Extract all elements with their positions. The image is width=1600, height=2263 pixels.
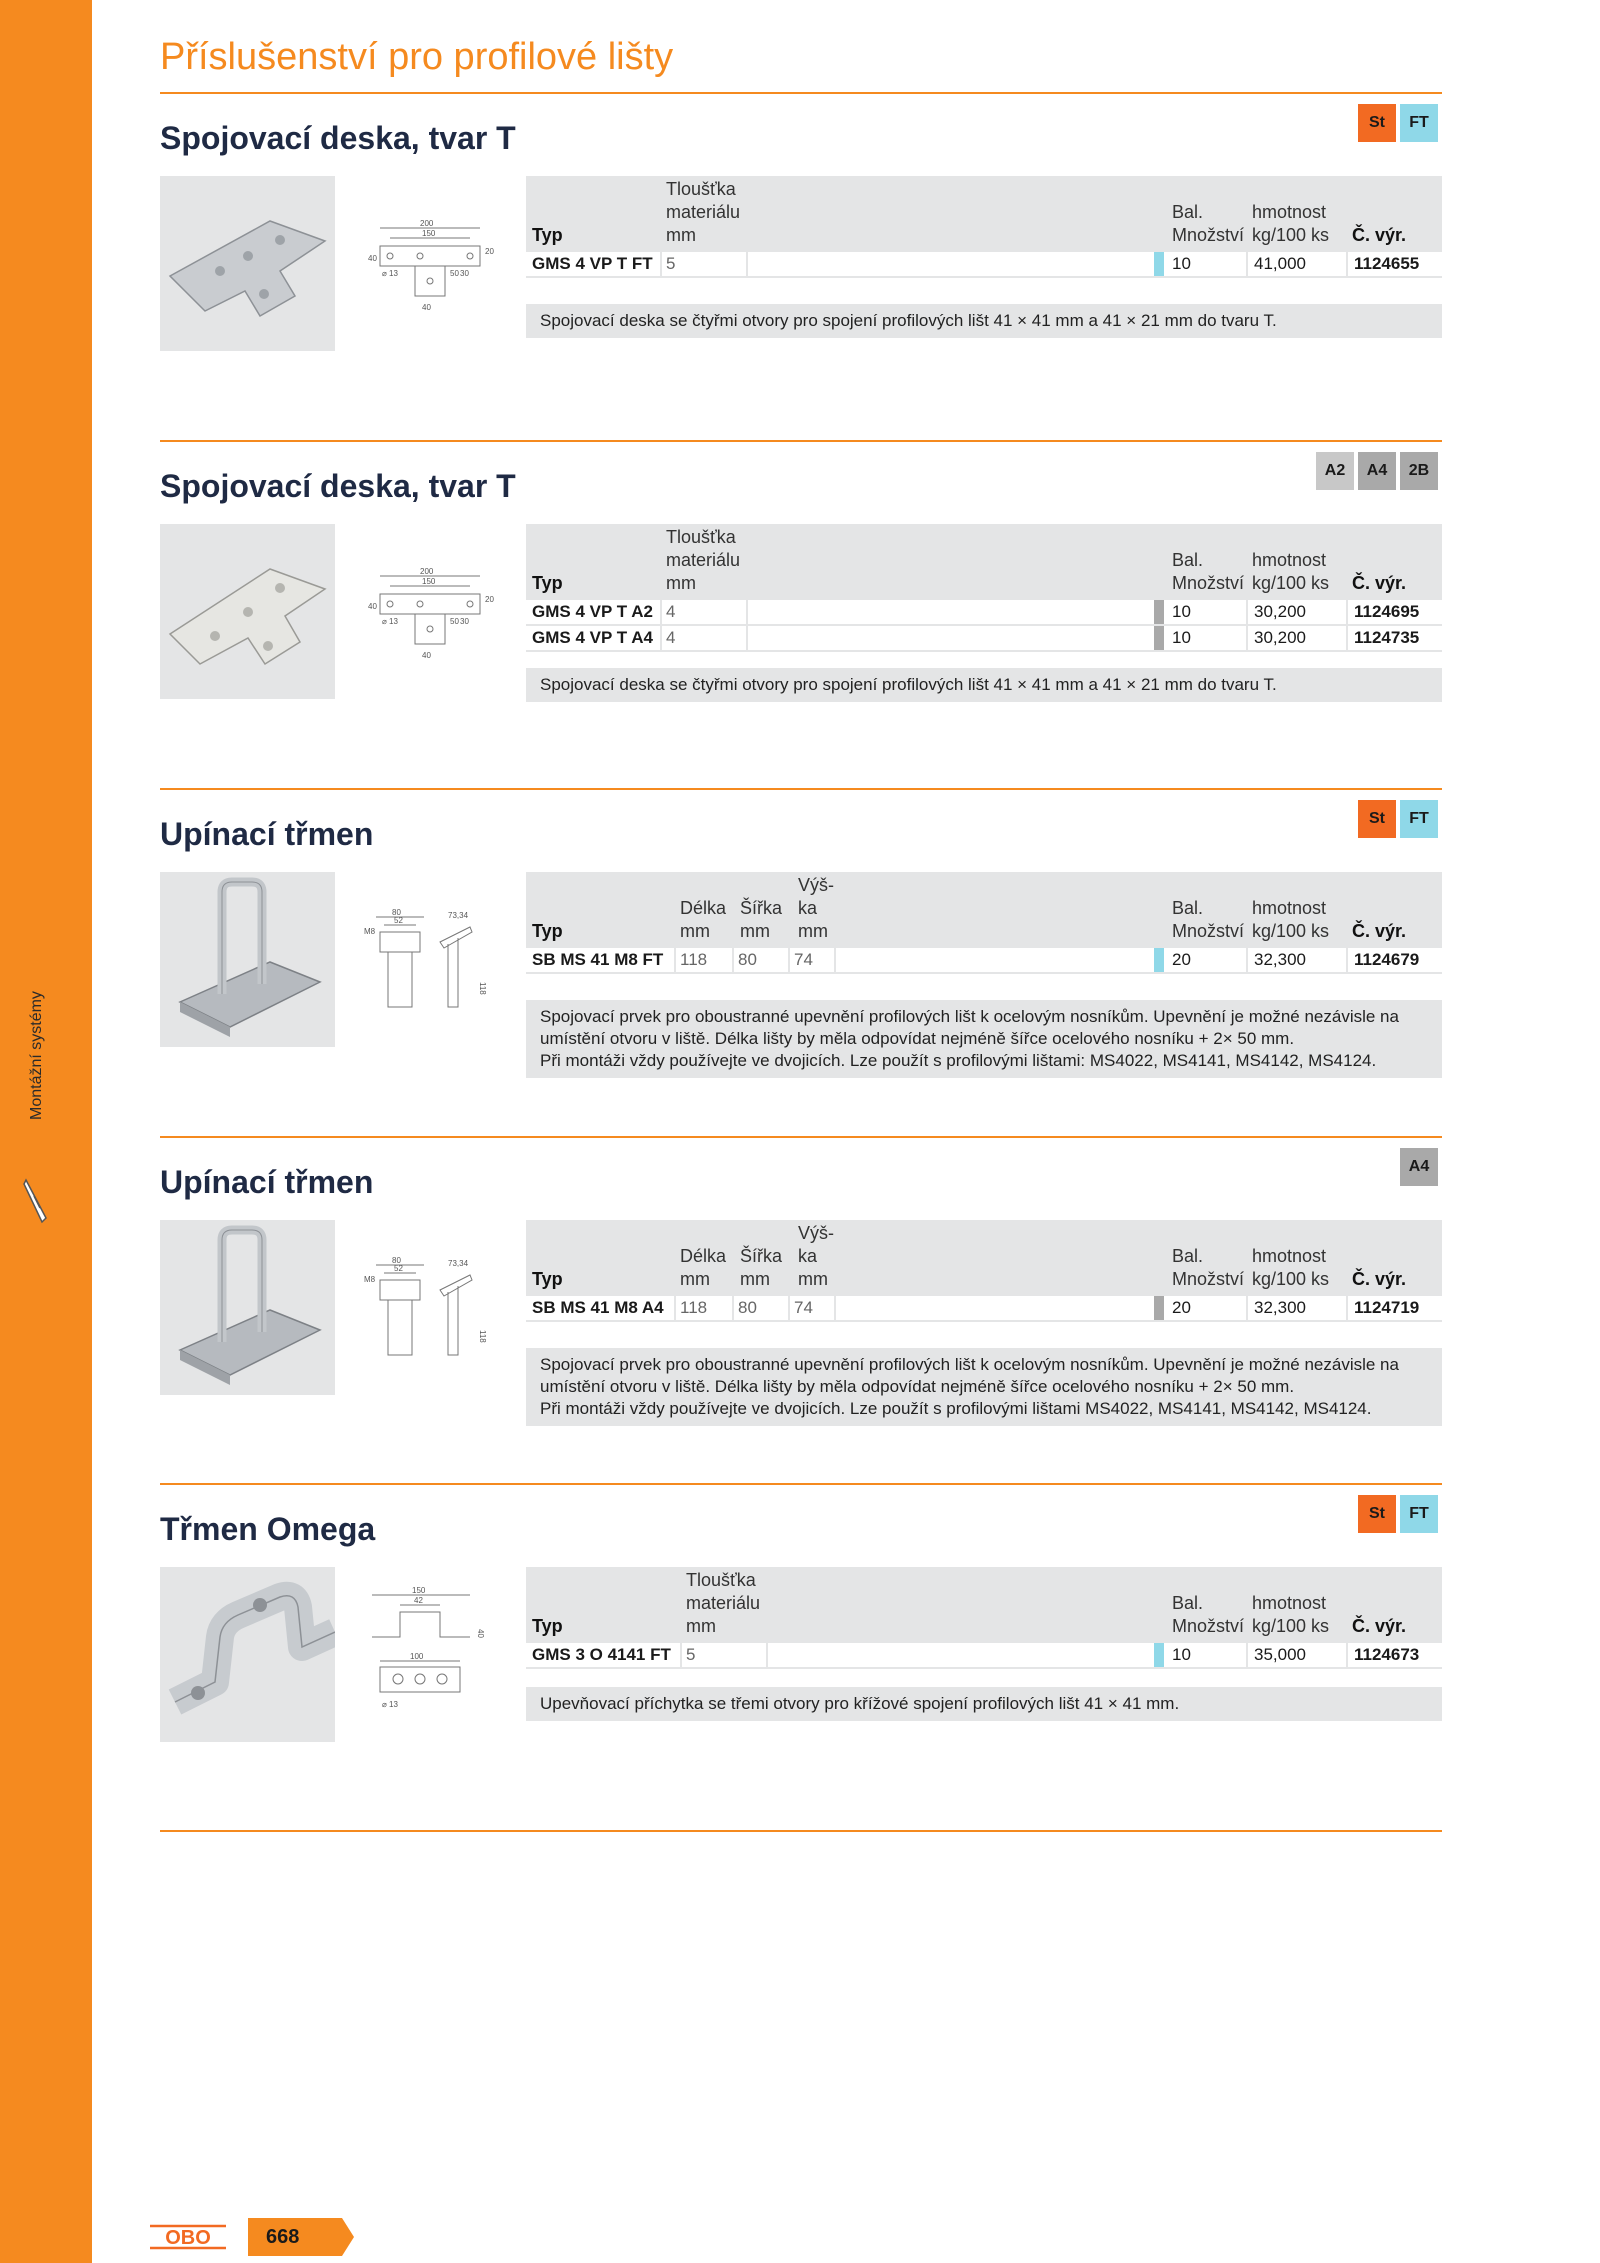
page-number: 668 xyxy=(266,2226,300,2248)
product-photo xyxy=(160,1220,335,1395)
product-photo xyxy=(160,524,335,699)
material-badges xyxy=(1358,800,1438,838)
material-badge: A2 xyxy=(1316,452,1354,490)
table-header: Tloušťka materiálu mm Typ Bal. Množství hmotnost kg/100 ks Č. výr. xyxy=(532,179,1407,245)
technical-drawing xyxy=(360,1567,510,1742)
material-badge: FT xyxy=(1400,1495,1438,1533)
product-description: Spojovací deska se čtyřmi otvory pro spojení profilových lišt 41 × 41 mm a 41 × 21 mm do tvaru T. xyxy=(526,668,1442,702)
svg-text:⌀ 13: ⌀ 13 xyxy=(382,1700,398,1709)
material-badge: St xyxy=(1358,800,1396,838)
table-header: Výš- Délka Šířka ka Typ mm mm mm Bal. Množství hmotnost kg/100 ks Č. výr. xyxy=(532,875,1407,941)
svg-text:118: 118 xyxy=(478,1330,487,1343)
page-title: Příslušenství pro profilové lišty xyxy=(160,36,674,78)
svg-text:⌀ 13: ⌀ 13 xyxy=(382,269,398,278)
product-description: Upevňovací příchytka se třemi otvory pro křížové spojení profilových lišt 41 × 41 mm. xyxy=(526,1687,1442,1721)
material-badge: FT xyxy=(1400,800,1438,838)
technical-drawing xyxy=(360,1220,510,1395)
svg-text:50: 50 xyxy=(450,269,459,278)
svg-text:OBO: OBO xyxy=(165,2227,211,2249)
orange-sidebar xyxy=(0,0,92,2263)
svg-text:100: 100 xyxy=(410,1652,424,1661)
svg-text:30: 30 xyxy=(460,269,469,278)
product-description: Spojovací prvek pro oboustranné upevnění profilových lišt k ocelovým nosníkům. Upevnění je možné nezávisle na umístění otvoru v liště. Délka lišty by měla odpovídat nejméně šířce ocelového nosníku + 2× 50 mm. Při montáži vždy používejte ve dvojicích. Lze použít s profilovými lištami MS4022, MS4141, MS4142, MS4124. xyxy=(526,1348,1442,1426)
technical-drawing xyxy=(360,524,510,699)
svg-text:80: 80 xyxy=(392,1256,401,1265)
svg-text:150: 150 xyxy=(422,229,436,238)
svg-text:80: 80 xyxy=(392,908,401,917)
obo-logo xyxy=(148,2222,228,2252)
svg-text:M8: M8 xyxy=(364,1275,376,1284)
table-header: Výš- Délka Šířka ka Typ mm mm mm Bal. Množství hmotnost kg/100 ks Č. výr. xyxy=(532,1223,1407,1289)
svg-text:73,34: 73,34 xyxy=(448,1259,469,1268)
svg-text:42: 42 xyxy=(414,1596,423,1605)
svg-text:200: 200 xyxy=(420,219,434,228)
material-badges xyxy=(1358,1495,1438,1533)
product-photo xyxy=(160,872,335,1047)
product-photo xyxy=(160,176,335,351)
svg-text:52: 52 xyxy=(394,916,403,925)
product-description: Spojovací prvek pro oboustranné upevnění profilových lišt k ocelovým nosníkům. Upevnění je možné nezávisle na umístění otvoru v liště. Délka lišty by měla odpovídat nejméně šířce ocelového nosníku + 2× 50 mm. Při montáži vždy používejte ve dvojicích. Lze použít s profilovými lištami: MS4022, MS4141, MS4142, MS4124. xyxy=(526,1000,1442,1078)
page-number-tab xyxy=(248,2218,354,2256)
section-title: Třmen Omega xyxy=(160,1511,376,1547)
material-badges xyxy=(1316,452,1438,490)
material-badge: 2B xyxy=(1400,452,1438,490)
section-title: Upínací třmen xyxy=(160,816,374,852)
product-table xyxy=(526,1220,1442,1322)
material-badge: A4 xyxy=(1358,452,1396,490)
table-row: GMS 3 O 4141 FT 5 10 35,000 1124673 xyxy=(526,1643,1442,1669)
product-table xyxy=(526,872,1442,974)
product-table xyxy=(526,524,1442,652)
technical-drawing xyxy=(360,176,510,351)
svg-text:40: 40 xyxy=(368,602,377,611)
divider xyxy=(160,440,1442,442)
material-badges xyxy=(1358,104,1438,142)
product-table xyxy=(526,176,1442,278)
svg-text:52: 52 xyxy=(394,1264,403,1273)
table-row: GMS 4 VP T FT 5 10 41,000 1124655 xyxy=(526,252,1442,278)
screwdriver-icon xyxy=(22,1178,50,1224)
product-photo xyxy=(160,1567,335,1742)
table-row: SB MS 41 M8 FT 118 80 74 20 32,300 1124679 xyxy=(526,948,1442,974)
divider xyxy=(160,788,1442,790)
table-row: GMS 4 VP T A2 4 10 30,200 1124695 xyxy=(526,600,1442,626)
divider xyxy=(160,1830,1442,1832)
material-badge: FT xyxy=(1400,104,1438,142)
section-title: Spojovací deska, tvar T xyxy=(160,120,516,156)
svg-text:⌀ 13: ⌀ 13 xyxy=(382,617,398,626)
product-description: Spojovací deska se čtyřmi otvory pro spojení profilových lišt 41 × 41 mm a 41 × 21 mm do tvaru T. xyxy=(526,304,1442,338)
product-table xyxy=(526,1567,1442,1669)
svg-text:118: 118 xyxy=(478,982,487,995)
svg-text:40: 40 xyxy=(422,303,431,312)
material-badges xyxy=(1400,1148,1438,1186)
divider xyxy=(160,1136,1442,1138)
section-title: Spojovací deska, tvar T xyxy=(160,468,516,504)
svg-text:200: 200 xyxy=(420,567,434,576)
table-header: Tloušťka materiálu mm Typ Bal. Množství hmotnost kg/100 ks Č. výr. xyxy=(532,1570,1407,1636)
svg-text:20: 20 xyxy=(485,247,494,256)
table-row: SB MS 41 M8 A4 118 80 74 20 32,300 1124719 xyxy=(526,1296,1442,1322)
side-label: Montážní systémy xyxy=(28,991,45,1120)
divider xyxy=(160,92,1442,94)
section-title: Upínací třmen xyxy=(160,1164,374,1200)
svg-text:20: 20 xyxy=(485,595,494,604)
svg-text:40: 40 xyxy=(422,651,431,660)
table-header: Tloušťka materiálu mm Typ Bal. Množství hmotnost kg/100 ks Č. výr. xyxy=(532,527,1407,593)
material-badge: A4 xyxy=(1400,1148,1438,1186)
material-badge: St xyxy=(1358,1495,1396,1533)
svg-text:50: 50 xyxy=(450,617,459,626)
svg-text:30: 30 xyxy=(460,617,469,626)
svg-text:150: 150 xyxy=(412,1586,426,1595)
svg-text:40: 40 xyxy=(476,1629,485,1638)
material-badge: St xyxy=(1358,104,1396,142)
svg-text:M8: M8 xyxy=(364,927,376,936)
svg-text:150: 150 xyxy=(422,577,436,586)
table-row: GMS 4 VP T A4 4 10 30,200 1124735 xyxy=(526,626,1442,652)
divider xyxy=(160,1483,1442,1485)
technical-drawing xyxy=(360,872,510,1047)
svg-text:73,34: 73,34 xyxy=(448,911,469,920)
svg-text:40: 40 xyxy=(368,254,377,263)
